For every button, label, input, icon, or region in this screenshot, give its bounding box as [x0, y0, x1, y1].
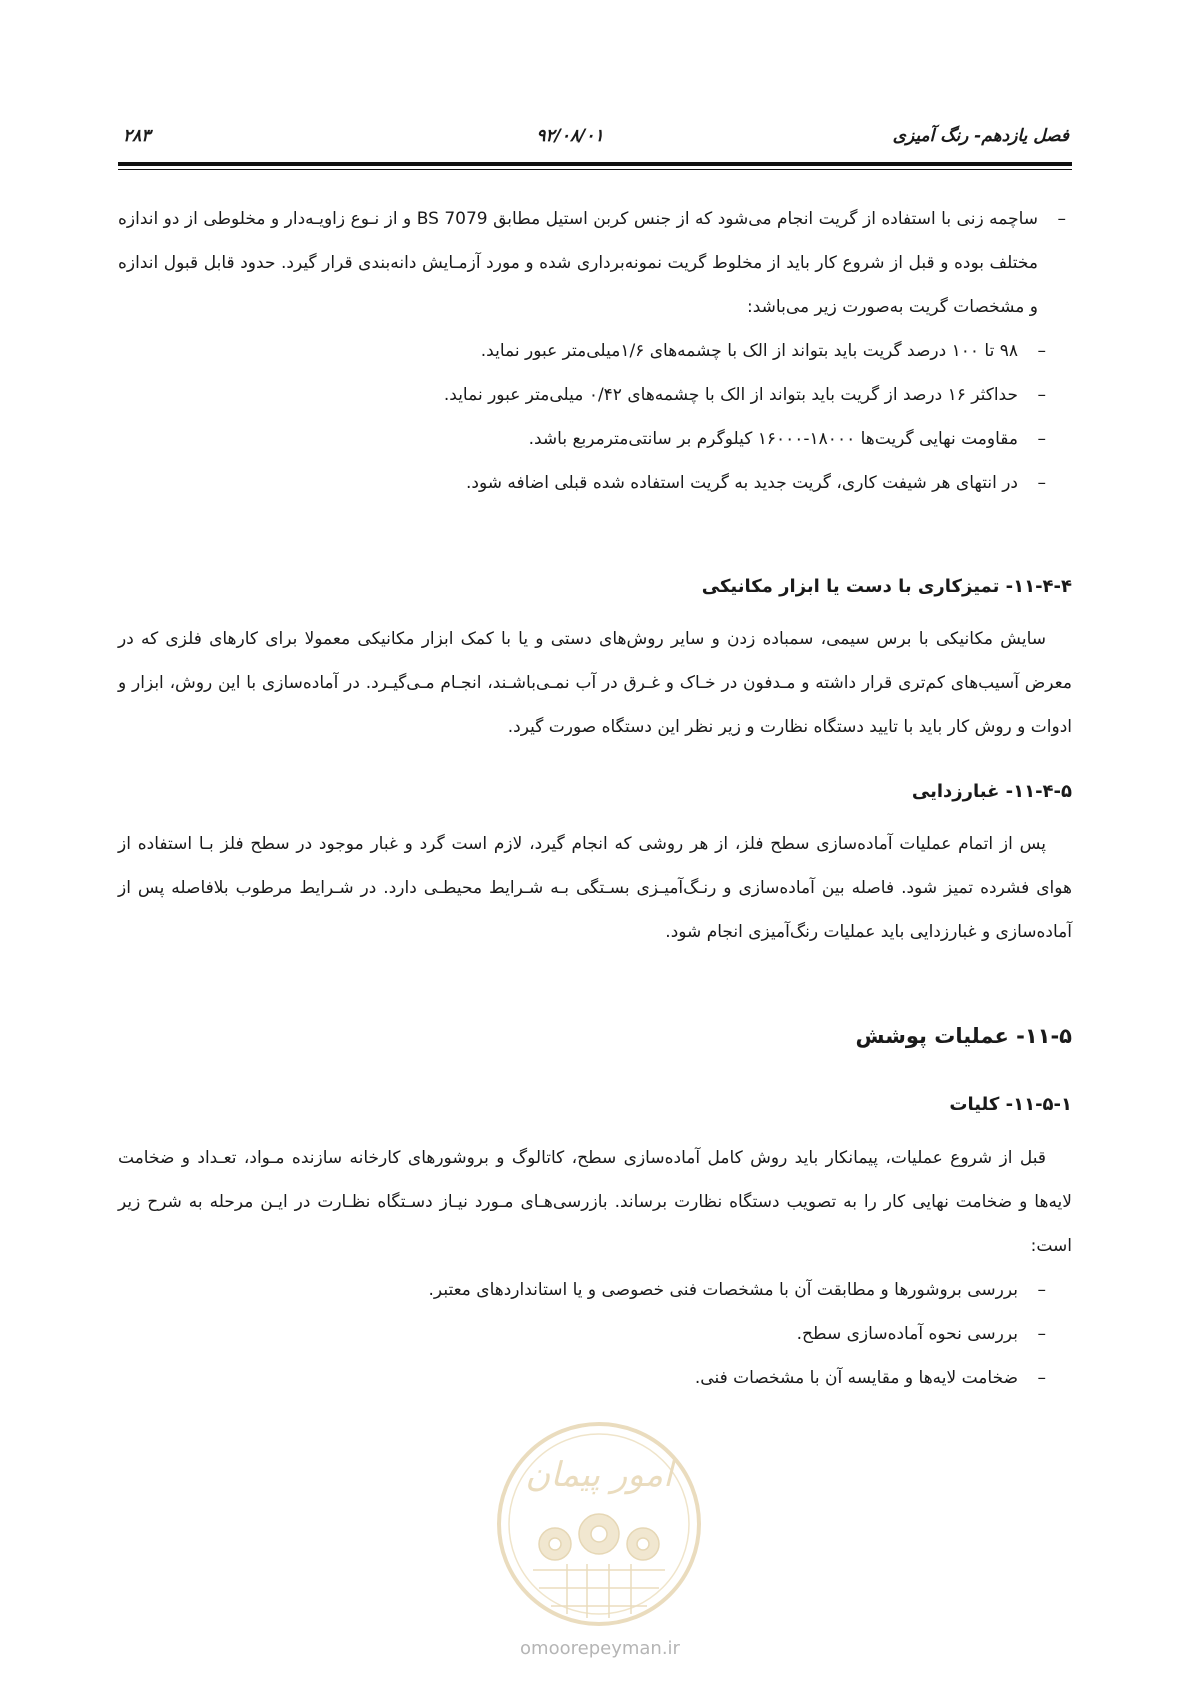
bullet-dash: –: [1037, 1324, 1046, 1344]
bullet-dash: –: [1037, 341, 1046, 361]
watermark-title: امور پیمان: [525, 1455, 673, 1495]
section-paragraph: سایش مکانیکی با برس سیمی، سمباده زدن و سایر روش‌های دستی و یا با کمک ابزار مکانیکی معمولا برای کارهای فلزی که در معرض آسیب‌های کم‌تری قرار داشته و مـدفون در خـاک و غـرق در آب نمـی‌باشـند، انجـام مـی‌گیـرد. در آماده‌سازی با این روش، ابزار و ادوات و روش کار باید با تایید دستگاه نظارت و زیر نظر این دستگاه صورت گیرد.: [118, 629, 1072, 737]
bullet-dash: –: [1037, 473, 1046, 493]
header-rule-thick: [118, 162, 1072, 166]
grit-spec-item: – حداکثر ۱۶ درصد از گریت باید بتواند از الک با چشمه‌های ۰/۴۲ میلی‌متر عبور نماید.: [118, 373, 1072, 417]
bullet-dash: –: [1057, 209, 1066, 229]
grit-intro-item: – ساچمه زنی با استفاده از گریت انجام می‌شود که از جنس کربن استیل مطابق BS 7079 و از نـوع زاویـه‌دار و مخلوطی از دو اندازه مختلف بوده و قبل از شروع کار باید از مخلوط گریت نمونه‌برداری شده و مورد آزمـایش دانه‌بندی قرار گیرد. حدود قابل قبول اندازه و مشخصات گریت به‌صورت زیر می‌باشد:: [118, 197, 1072, 329]
page-number: ۲۸۳: [123, 126, 151, 146]
section-paragraph: پس از اتمام عملیات آماده‌سازی سطح فلز، از هر روشی که انجام گیرد، لازم است گرد و غبار موجود در سطح فلز بـا استفاده از هوای فشرده تمیز شود. فاصله بین آماده‌سازی و رنـگ‌آمیـزی بسـتگی بـه شـرایط محیطـی دارد. در شـرایط مرطوب بلافاصله پس از آماده‌سازی و غبارزدایی باید عملیات رنگ‌آمیزی انجام شود.: [118, 834, 1072, 942]
bullet-dash: –: [1037, 1280, 1046, 1300]
watermark-url: omoorepeyman.ir: [520, 1638, 680, 1659]
section-paragraph: قبل از شروع عملیات، پیمانکار باید روش کامل آماده‌سازی سطح، کاتالوگ و بروشورهای کارخانه سازنده مـواد، تعـداد و ضخامت لایه‌ها و ضخامت نهایی کار را به تصویب دستگاه نظارت برساند. بازرسی‌هـای مـورد نیـاز دسـتگاه نظـارت در ایـن مرحله به شرح زیر است:: [118, 1148, 1072, 1256]
section-heading: ۱۱-۴-۴- تمیزکاری با دست یا ابزار مکانیکی: [701, 576, 1072, 597]
section-heading: ۱۱-۴-۵- غبارزدایی: [911, 781, 1072, 802]
bullet-dash: –: [1037, 1368, 1046, 1388]
inspection-list: [118, 1268, 1072, 1400]
inspection-item: – بررسی نحوه آماده‌سازی سطح.: [118, 1312, 1072, 1356]
bullet-dash: –: [1037, 385, 1046, 405]
chapter-title: فصل یازدهم- رنگ آمیزی: [892, 126, 1069, 146]
bullet-dash: –: [1037, 429, 1046, 449]
inspection-item: – بررسی بروشورها و مطابقت آن با مشخصات فنی خصوصی و یا استانداردهای معتبر.: [118, 1268, 1072, 1312]
grit-spec-item: – ۹۸ تا ۱۰۰ درصد گریت باید بتواند از الک با چشمه‌های ۱/۶میلی‌متر عبور نماید.: [118, 329, 1072, 373]
header-rule-thin: [118, 169, 1072, 170]
stamp-seal-icon: [493, 1418, 705, 1630]
inspection-item: – ضخامت لایه‌ها و مقایسه آن با مشخصات فنی.: [118, 1356, 1072, 1400]
grit-block: [118, 197, 1072, 505]
document-date: ۹۲/۰۸/۰۱: [536, 126, 604, 146]
grit-spec-item: – مقاومت نهایی گریت‌ها ۱۸۰۰۰-۱۶۰۰۰ کیلوگرم بر سانتی‌مترمربع باشد.: [118, 417, 1072, 461]
chapter-section-heading: ۱۱-۵- عملیات پوشش: [855, 1024, 1072, 1048]
section-heading: ۱۱-۵-۱- کلیات: [949, 1094, 1072, 1115]
grit-spec-item: – در انتهای هر شیفت کاری، گریت جدید به گریت استفاده شده قبلی اضافه شود.: [118, 461, 1072, 505]
